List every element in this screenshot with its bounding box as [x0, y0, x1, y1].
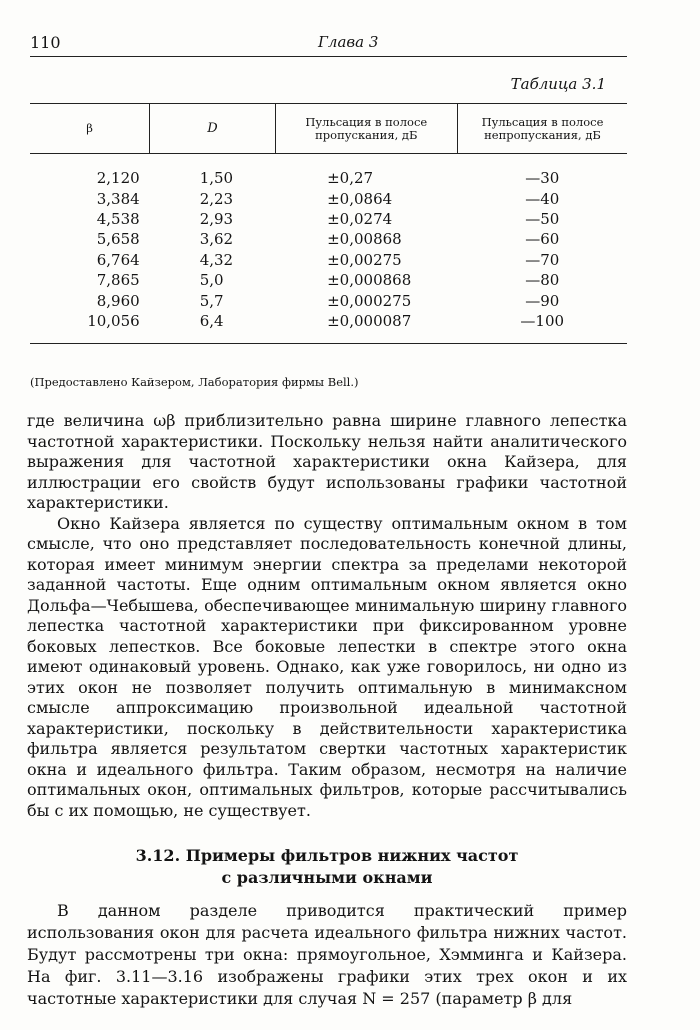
- cell-passband: ±0,000868: [327, 271, 412, 290]
- cell-passband: ±0,00868: [327, 230, 402, 249]
- table-row: [30, 250, 627, 270]
- cell-passband: ±0,000275: [327, 291, 412, 310]
- cell-d: 5,7: [199, 291, 224, 310]
- cell-passband: ±0,27: [327, 169, 374, 188]
- table-bottom-rule: [30, 331, 627, 344]
- cell-stopband: —50: [525, 209, 560, 228]
- cell-stopband: —60: [525, 230, 560, 249]
- cell-beta: 6,764: [96, 250, 140, 269]
- table-row: [30, 209, 627, 229]
- table-credit: (Предоставлено Кайзером, Лаборатория фирмы Bell.): [30, 375, 359, 389]
- column-header-beta: β: [30, 104, 150, 154]
- cell-passband: ±0,000087: [327, 311, 412, 330]
- table-row: [30, 188, 627, 208]
- cell-d: 2,93: [199, 209, 234, 228]
- cell-d: 4,32: [199, 250, 234, 269]
- cell-passband: ±0,0864: [327, 189, 393, 208]
- table-row: [30, 229, 627, 249]
- data-table: [30, 103, 627, 344]
- column-header-stopband-ripple: Пульсация в полосе непропускания, дБ: [457, 104, 627, 154]
- cell-beta: 7,865: [96, 271, 140, 290]
- cell-stopband: —80: [525, 271, 560, 290]
- cell-beta: 8,960: [96, 291, 140, 310]
- table-row: [30, 311, 627, 331]
- column-header-passband-ripple: Пульсация в полосе пропускания, дБ: [275, 104, 457, 154]
- section-heading: 3.12. Примеры фильтров нижних частот с различными окнами: [135, 846, 519, 887]
- table-caption: Таблица 3.1: [510, 75, 606, 93]
- cell-d: 1,50: [199, 169, 234, 188]
- cell-stopband: —30: [525, 169, 560, 188]
- column-header-d: D: [150, 104, 275, 154]
- cell-passband: ±0,0274: [327, 209, 393, 228]
- paragraph: где величина ωβ приблизительно равна ширине главного лепестка частотной характеристики. Поскольку нельзя найти аналитического выражения для частотной характеристики окна Кайзера, для иллюстрации его свойств будут использованы графики частотной характеристики.: [27, 411, 627, 512]
- cell-beta: 10,056: [87, 311, 140, 330]
- cell-d: 3,62: [199, 230, 234, 249]
- cell-stopband: —40: [525, 189, 560, 208]
- page-number: 110: [30, 33, 61, 52]
- table-row: [30, 168, 627, 188]
- body-text: [27, 411, 627, 821]
- cell-stopband: —100: [520, 311, 565, 330]
- cell-d: 2,23: [199, 189, 234, 208]
- cell-beta: 4,538: [96, 209, 140, 228]
- chapter-title: Глава 3: [318, 33, 379, 51]
- cell-d: 6,4: [199, 311, 224, 330]
- cell-beta: 3,384: [96, 189, 140, 208]
- cell-beta: 5,658: [96, 230, 140, 249]
- table-row: [30, 270, 627, 290]
- cell-beta: 2,120: [96, 169, 140, 188]
- cell-d: 5,0: [199, 271, 224, 290]
- cell-stopband: —70: [525, 250, 560, 269]
- paragraph: В данном разделе приводится практический пример использования окон для расчета идеального фильтра нижних частот. Будут рассмотрены три окна: прямоугольное, Хэмминга и Кайзера. На фиг. 3.11—3.16 изображены графики этих трех окон и их частотные характеристики для случая N = 257 (параметр β для: [27, 901, 627, 1008]
- table-row: [30, 290, 627, 310]
- header-rule: [30, 56, 627, 57]
- paragraph: Окно Кайзера является по существу оптимальным окном в том смысле, что оно представляет последовательность конечной длины, которая имеет минимум энергии спектра за пределами некоторой заданной частоты. Еще одним оптимальным окном является окно Дольфа—Чебышева, обеспечивающее минимальную ширину главного лепестка частотной характеристики при фиксированном уровне боковых лепестков. Все боковые лепестки в спектре этого окна имеют одинаковый уровень. Однако, как уже говорилось, ни одно из этих окон не позволяет получить оптимальную в минимаксном смысле аппроксимацию произвольной идеальной частотной характеристики, поскольку в действительности характеристика фильтра является результатом свертки частотных характеристик окна и идеального фильтра. Таким образом, несмотря на наличие оптимальных окон, оптимальных фильтров, которые рассчитывались бы с их помощью, не существует.: [27, 513, 627, 820]
- cell-passband: ±0,00275: [327, 250, 402, 269]
- table-header-row: [30, 104, 627, 154]
- running-head: [30, 33, 627, 53]
- cell-stopband: —90: [525, 291, 560, 310]
- table-spacer: [30, 154, 627, 169]
